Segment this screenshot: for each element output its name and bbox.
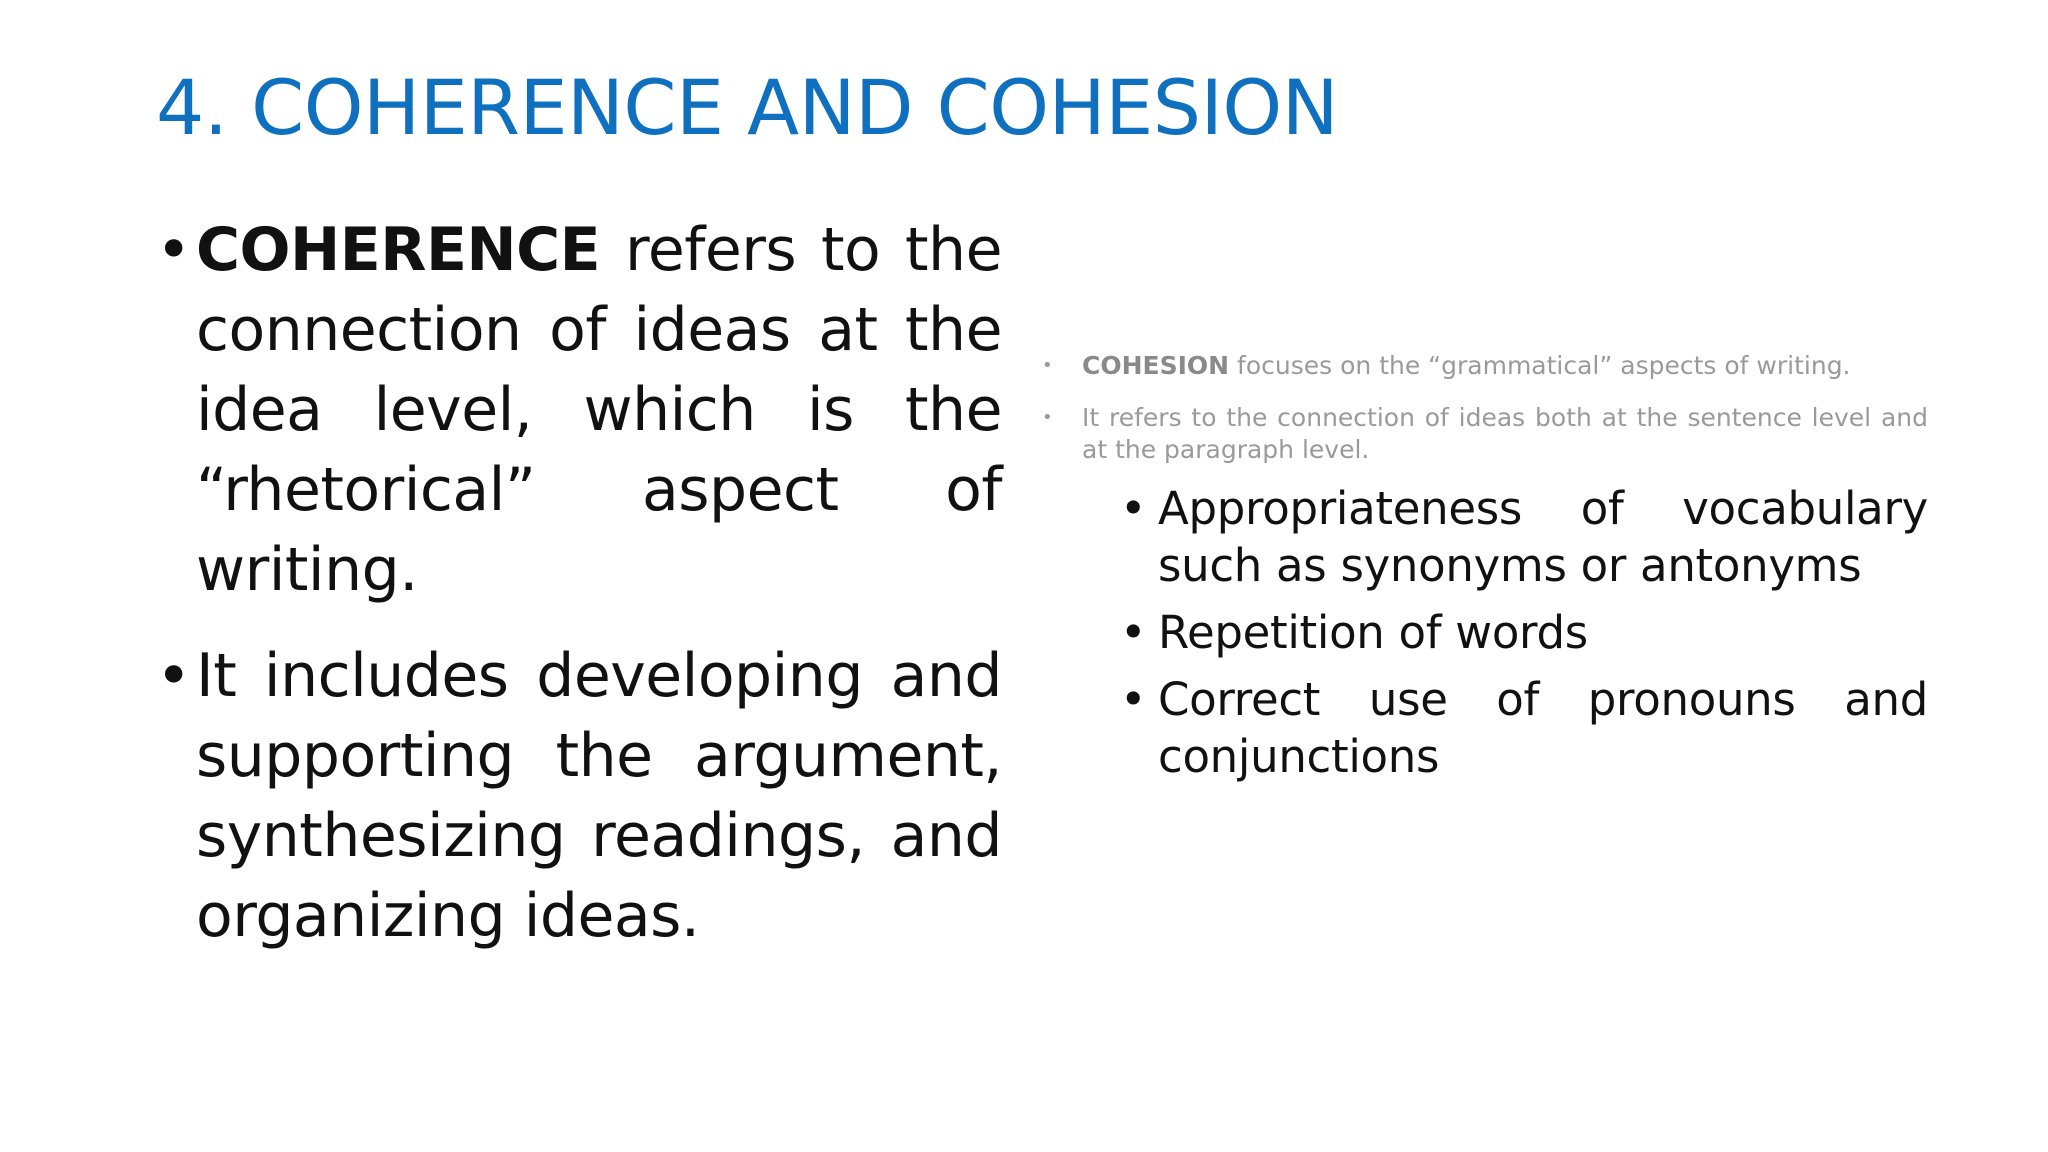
slide-title: 4. COHERENCE AND COHESION <box>156 63 1339 152</box>
cohesion-refers-text: It refers to the connection of ideas both at the sentence level and at the paragraph level. <box>1082 403 1928 464</box>
list-item-text: Appropriateness of vocabulary such as synonyms or antonyms <box>1158 482 1928 592</box>
cohesion-column <box>1040 350 1928 795</box>
bullet-icon: • <box>1042 355 1053 376</box>
list-item <box>1120 671 1928 785</box>
coherence-definition <box>156 210 1002 610</box>
list-item <box>1120 604 1928 661</box>
bullet-icon: • <box>1120 482 1147 535</box>
cohesion-term: COHESION <box>1082 351 1230 380</box>
cohesion-definition <box>1040 350 1928 382</box>
coherence-list <box>156 210 1002 956</box>
cohesion-sublist <box>1120 480 1928 785</box>
bullet-icon: • <box>1120 606 1147 659</box>
cohesion-list <box>1040 350 1928 466</box>
coherence-term: COHERENCE <box>196 215 601 285</box>
coherence-includes-text: It includes developing and supporting the argument, synthesizing readings, and organizing ideas. <box>196 641 1002 951</box>
cohesion-definition-text: focuses on the “grammatical” aspects of writing. <box>1229 351 1851 380</box>
bullet-icon: • <box>156 215 191 285</box>
bullet-icon: • <box>1120 673 1147 726</box>
bullet-icon: • <box>1042 407 1053 428</box>
coherence-definition-text: refers to the connection of ideas at the idea level, which is the “rhetorical” aspect of writing. <box>196 215 1002 605</box>
bullet-icon: • <box>156 641 191 711</box>
list-item-text: Repetition of words <box>1158 606 1588 659</box>
cohesion-refers <box>1040 402 1928 466</box>
coherence-includes <box>156 636 1002 956</box>
coherence-column <box>156 210 1002 982</box>
list-item <box>1120 480 1928 594</box>
list-item-text: Correct use of pronouns and conjunctions <box>1158 673 1928 783</box>
